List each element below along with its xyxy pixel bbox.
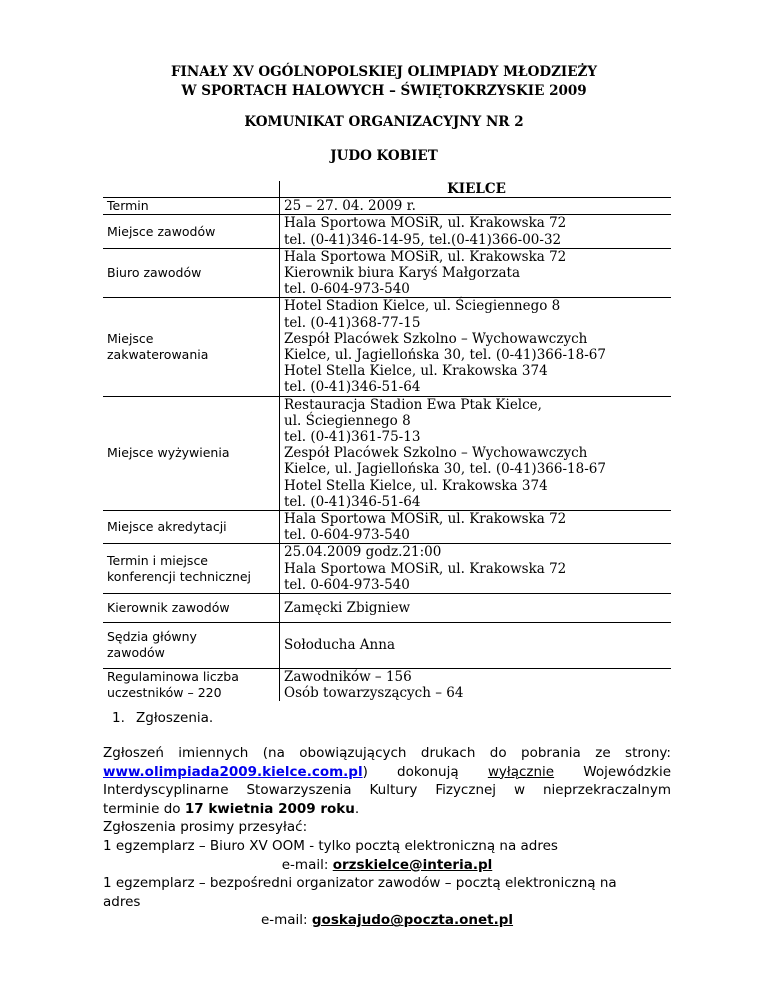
komunikat-heading: KOMUNIKAT ORGANIZACYJNY NR 2 [244, 114, 524, 130]
body-line-8: adres [103, 893, 141, 910]
city-cell: KIELCE [447, 181, 506, 197]
website-link[interactable]: www.olimpiada2009.kielce.com.pl [103, 763, 363, 780]
body-line-7: 1 egzemplarz – bezpośredni organizator zawodów – pocztą elektroniczną na [103, 875, 617, 892]
value-line: Hotel Stella Kielce, ul. Krakowska 374 [284, 477, 548, 494]
table-label-cell [103, 248, 280, 298]
body-line-2 [103, 763, 671, 782]
table-label-cell [103, 668, 280, 701]
table-value-cell [280, 198, 672, 215]
table-row [103, 248, 671, 298]
table-label-cell [103, 298, 280, 396]
label-line: Termin [107, 198, 149, 214]
label-line: Miejsce [107, 330, 154, 346]
body-text-span: Zgłoszeń imiennych (na obowiązujących drukach do pobrania ze strony: [103, 745, 671, 761]
label-line: Sędzia główny [107, 629, 197, 645]
table-value-cell [280, 248, 672, 298]
info-table-body [103, 181, 671, 701]
label-line: Miejsce zawodów [107, 223, 216, 239]
value-line: Zawodników – 156 [284, 668, 412, 685]
value-line: Sołoducha Anna [284, 637, 395, 654]
value-line: tel. (0-41)346-51-64 [284, 379, 421, 396]
body-text-span: ) dokonują [362, 763, 488, 780]
label-line: konferencji technicznej [107, 568, 252, 584]
table-value-cell [280, 544, 672, 594]
table-label-cell [103, 594, 280, 623]
section-1-heading [112, 710, 213, 726]
body-line-1 [103, 744, 671, 763]
table-row [103, 594, 671, 623]
label-line: Regulaminowa liczba [107, 668, 239, 684]
label-line: Termin i miejsce [107, 552, 209, 568]
table-row [103, 668, 671, 701]
label-line: Miejsce akredytacji [107, 519, 227, 535]
table-label-cell [103, 396, 280, 510]
section-1-title: Zgłoszenia. [136, 710, 214, 726]
label-line: uczestników – 220 [107, 684, 222, 700]
table-label-cell [103, 623, 280, 668]
value-line: tel. 0-604-973-540 [284, 527, 410, 544]
label-line: zawodów [107, 645, 165, 661]
label-line: zakwaterowania [107, 347, 209, 363]
table-label-cell [103, 181, 280, 198]
table-value-cell [280, 396, 672, 510]
value-line: 25.04.2009 godz.21:00 [284, 544, 442, 561]
table-row [103, 215, 671, 248]
email-label: e-mail: [281, 856, 333, 873]
value-line: Kierownik biura Karyś Małgorzata [284, 265, 520, 282]
table-row [103, 298, 671, 396]
table-label-cell [103, 544, 280, 594]
value-line: ul. Ściegiennego 8 [284, 412, 411, 429]
value-line: tel. (0-41)346-51-64 [284, 493, 421, 510]
body-text-span: Wojewódzkie [554, 763, 671, 780]
body-line-3: Interdyscyplinarne Stowarzyszenia Kultury Fizycznej w nieprzekraczalnym [103, 782, 671, 799]
table-row-city [103, 181, 671, 198]
value-line: tel. 0-604-973-540 [284, 281, 410, 298]
value-line: Hala Sportowa MOSiR, ul. Krakowska 72 [284, 511, 567, 528]
value-line: tel. 0-604-973-540 [284, 576, 410, 593]
body-line-6: 1 egzemplarz – Biuro XV OOM - tylko pocztą elektroniczną na adres [103, 837, 558, 854]
table-label-cell [103, 215, 280, 248]
body-line-4 [103, 800, 671, 819]
email-line-2 [103, 911, 671, 930]
deadline-date: 17 kwietnia 2009 roku [184, 800, 355, 817]
table-label-cell [103, 511, 280, 544]
table-label-cell [103, 198, 280, 215]
value-line: Kielce, ul. Jagiellońska 30, tel. (0-41)366-18-67 [284, 461, 606, 478]
body-line-5: Zgłoszenia prosimy przesyłać: [103, 819, 308, 836]
table-value-cell [280, 215, 672, 248]
value-line: tel. (0-41)361-75-13 [284, 429, 421, 446]
value-line: 25 – 27. 04. 2009 r. [284, 198, 416, 215]
email-label: e-mail: [260, 912, 312, 929]
value-line: tel. (0-41)368-77-15 [284, 314, 421, 331]
value-line: Hala Sportowa MOSiR, ul. Krakowska 72 [284, 560, 567, 577]
value-line: Hotel Stella Kielce, ul. Krakowska 374 [284, 363, 548, 380]
title-line-1: FINAŁY XV OGÓLNOPOLSKIEJ OLIMPIADY MŁODZIEŻY [170, 64, 598, 80]
table-row [103, 623, 671, 668]
value-line: Hotel Stadion Kielce, ul. Ściegiennego 8 [284, 298, 561, 315]
value-line: Restauracja Stadion Ewa Ptak Kielce, [284, 396, 542, 413]
table-row [103, 396, 671, 510]
label-line: Biuro zawodów [107, 265, 202, 281]
value-line: Osób towarzyszących – 64 [284, 684, 464, 701]
document-title [0, 63, 768, 101]
email-link-2[interactable]: goskajudo@poczta.onet.pl [311, 912, 514, 929]
value-line: Zamęcki Zbigniew [284, 600, 411, 617]
table-row [103, 511, 671, 544]
value-line: Hala Sportowa MOSiR, ul. Krakowska 72 [284, 248, 567, 265]
value-line: tel. (0-41)346-14-95, tel.(0-41)366-00-32 [284, 231, 562, 248]
table-value-cell [280, 594, 672, 623]
body-text [103, 744, 671, 930]
table-value-cell [280, 511, 672, 544]
label-line: Miejsce wyżywienia [107, 445, 230, 461]
email-link-1[interactable]: orzskielce@interia.pl [332, 856, 493, 873]
value-line: Zespół Placówek Szkolno – Wychowawczych [284, 445, 588, 462]
section-1-number: 1. [112, 710, 125, 726]
emphasis-text: wyłącznie [487, 763, 555, 780]
value-line: Kielce, ul. Jagiellońska 30, tel. (0-41)366-18-67 [284, 347, 606, 364]
value-line: Hala Sportowa MOSiR, ul. Krakowska 72 [284, 215, 567, 232]
title-line-2: W SPORTACH HALOWYCH – ŚWIĘTOKRZYSKIE 2009 [181, 83, 587, 99]
discipline-heading: JUDO KOBIET [330, 148, 438, 164]
email-line-1 [103, 856, 671, 875]
table-value-cell [280, 623, 672, 668]
table-row [103, 544, 671, 594]
table-value-cell [280, 298, 672, 396]
label-line: Kierownik zawodów [107, 600, 230, 616]
table-row [103, 198, 671, 215]
table-value-cell [280, 668, 672, 701]
info-table [103, 181, 671, 701]
body-text-span: . [354, 800, 360, 817]
body-text-span: terminie do [103, 800, 185, 817]
value-line: Zespół Placówek Szkolno – Wychowawczych [284, 330, 588, 347]
